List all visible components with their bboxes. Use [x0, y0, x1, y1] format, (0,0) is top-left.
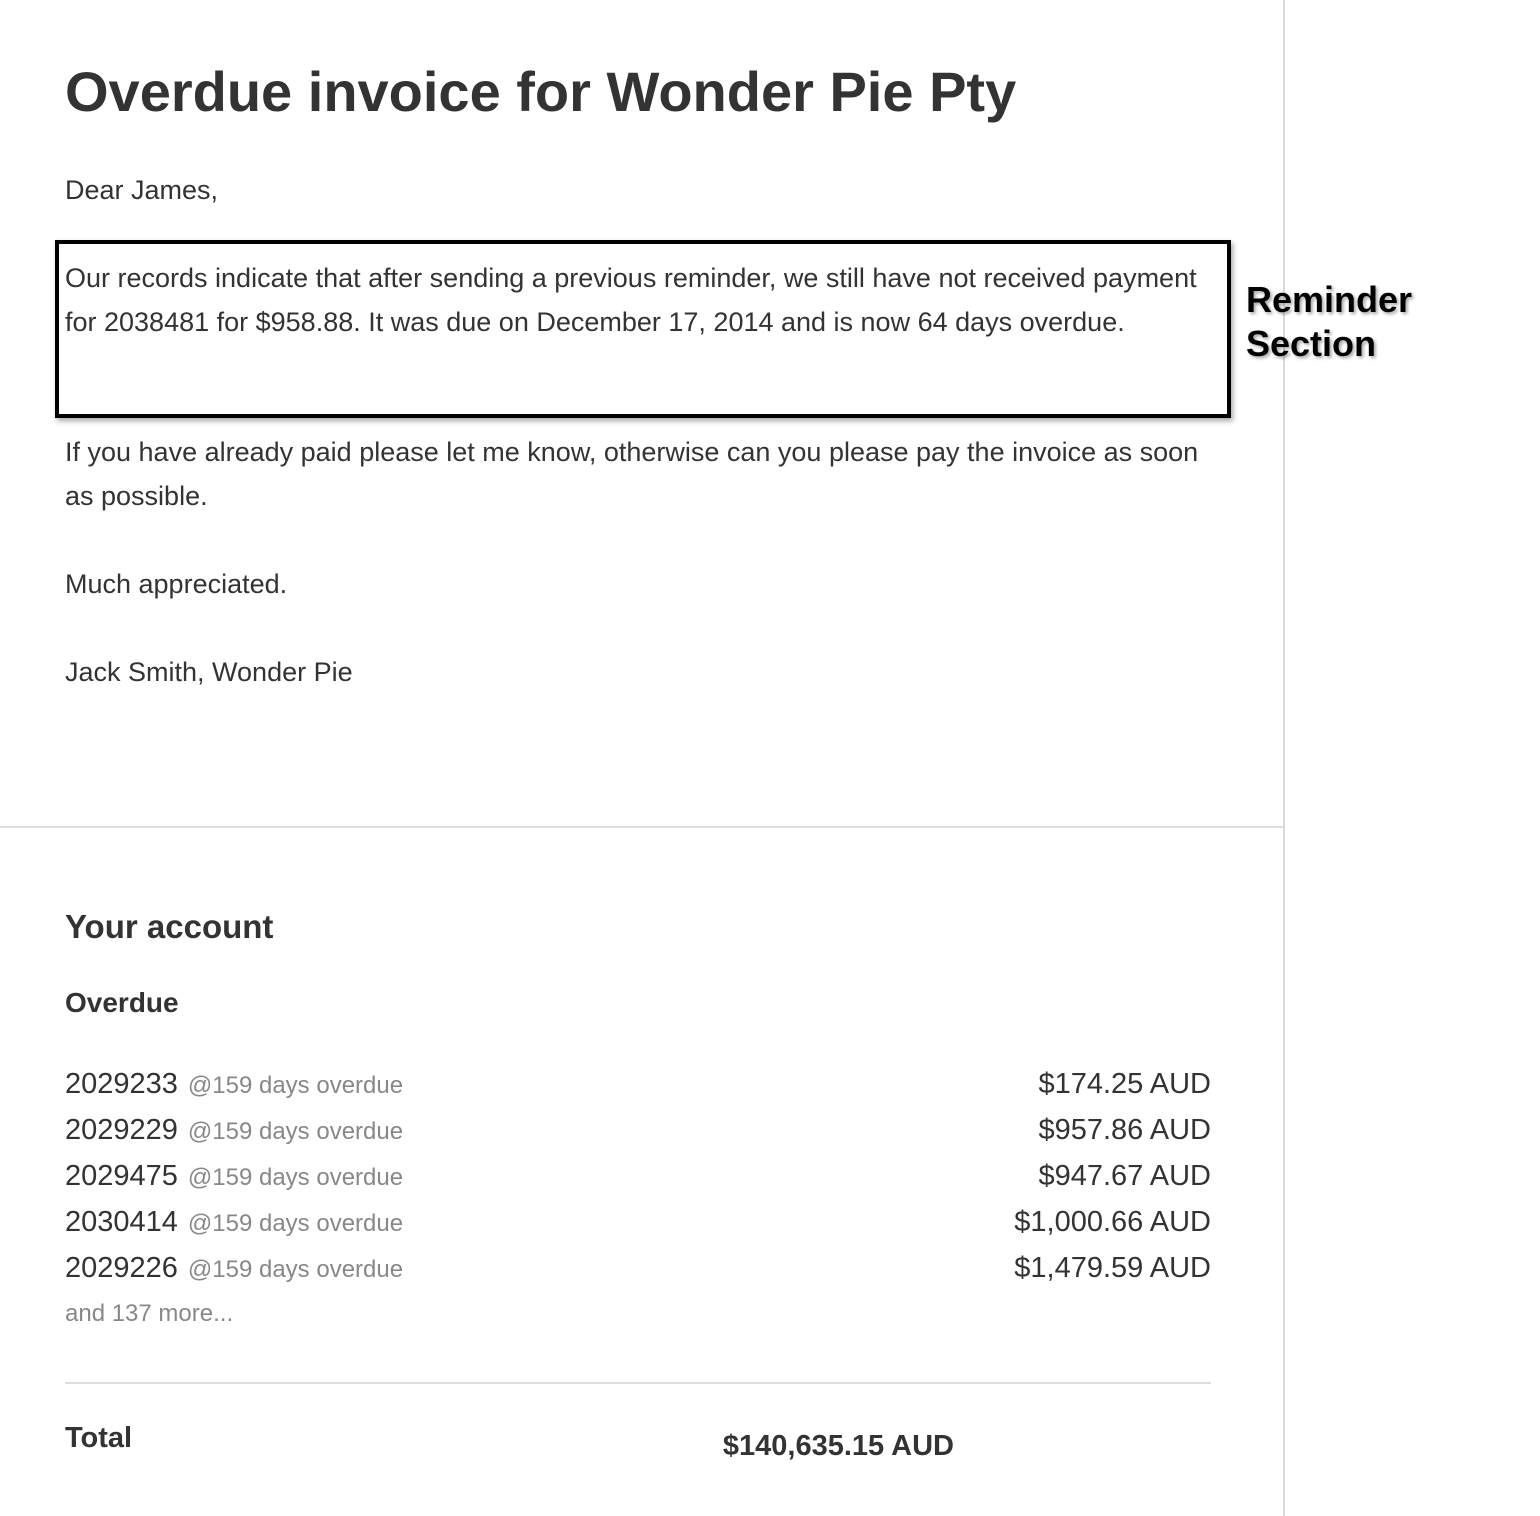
total-amount: $140,635.15 AUD: [722, 1430, 954, 1462]
annotation-line-2: Section: [1246, 323, 1377, 364]
invoice-status: @159 days overdue: [187, 1072, 404, 1099]
invoice-row: [65, 1108, 1211, 1154]
invoice-number[interactable]: 2030414: [65, 1206, 178, 1238]
invoice-number[interactable]: 2029233: [65, 1068, 178, 1100]
invoice-number-cell: [65, 1066, 403, 1104]
invoice-status: @159 days overdue: [187, 1256, 404, 1283]
invoice-number[interactable]: 2029229: [65, 1114, 178, 1146]
email-title: Overdue invoice for Wonder Pie Pty: [65, 60, 1017, 123]
invoice-status: @159 days overdue: [187, 1118, 404, 1145]
invoice-row: [65, 1200, 1211, 1246]
followup-paragraph: If you have already paid please let me know, otherwise can you please pay the invoice as soon as possible.: [65, 437, 1199, 511]
account-heading: Your account: [65, 908, 274, 945]
invoice-amount: $957.86 AUD: [1038, 1114, 1211, 1146]
invoice-amount: $1,000.66 AUD: [1014, 1206, 1211, 1238]
invoice-number-cell: [65, 1112, 403, 1150]
invoice-amount: $947.67 AUD: [1038, 1160, 1211, 1192]
invoice-number-cell: [65, 1158, 403, 1196]
invoice-list: [65, 1062, 1211, 1292]
total-label: Total: [65, 1422, 133, 1454]
overdue-heading: Overdue: [65, 987, 179, 1018]
invoice-amount: $174.25 AUD: [1038, 1068, 1211, 1100]
thanks-line: Much appreciated.: [65, 569, 288, 599]
signature: Jack Smith, Wonder Pie: [65, 657, 353, 687]
greeting: Dear James,: [65, 175, 219, 205]
invoice-status: @159 days overdue: [187, 1210, 404, 1237]
total-divider: [65, 1382, 1211, 1384]
invoice-number-cell: [65, 1204, 403, 1242]
reminder-section-annotation: [1246, 278, 1486, 366]
invoice-amount: $1,479.59 AUD: [1014, 1252, 1211, 1284]
reminder-paragraph: Our records indicate that after sending a previous reminder, we still have not received payment for 2038481 for $958.88. It was due on December 17, 2014 and is now 64 days overdue.: [65, 263, 1197, 337]
invoice-number[interactable]: 2029475: [65, 1160, 178, 1192]
invoice-status: @159 days overdue: [187, 1164, 404, 1191]
invoice-row: [65, 1062, 1211, 1108]
section-divider: [0, 826, 1283, 828]
invoice-number[interactable]: 2029226: [65, 1252, 178, 1284]
invoice-row: [65, 1246, 1211, 1292]
annotation-line-1: Reminder: [1246, 279, 1413, 320]
more-invoices-link[interactable]: and 137 more...: [65, 1300, 234, 1327]
invoice-number-cell: [65, 1250, 403, 1288]
invoice-row: [65, 1154, 1211, 1200]
